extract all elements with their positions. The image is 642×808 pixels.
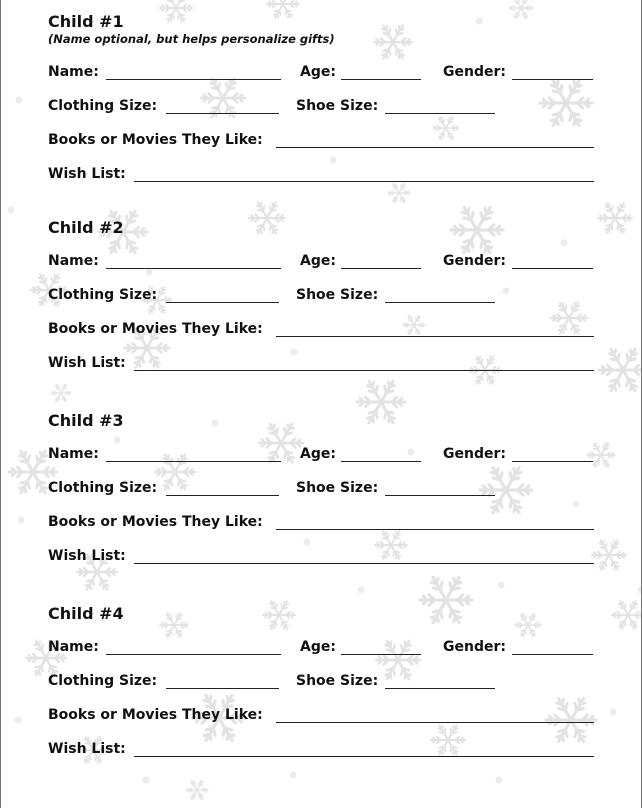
name-label: Name: <box>48 253 99 269</box>
wish-list-input-line[interactable] <box>134 370 594 371</box>
snowflake-icon <box>420 577 472 622</box>
wish-list-input-line[interactable] <box>134 563 594 564</box>
snow-dot <box>114 437 121 444</box>
shoe-size-label: Shoe Size: <box>296 480 379 496</box>
clothing-size-field[interactable] <box>48 96 280 116</box>
wish-list-row <box>48 546 596 566</box>
books-movies-field[interactable] <box>48 319 596 339</box>
snow-dot <box>304 539 311 546</box>
clothing-size-label: Clothing Size: <box>48 480 158 496</box>
wish-list-label: Wish List: <box>48 741 126 757</box>
clothing-size-label: Clothing Size: <box>48 673 158 689</box>
snow-dot <box>561 240 568 247</box>
clothing-size-field[interactable] <box>48 285 280 305</box>
name-input-line[interactable] <box>106 461 281 462</box>
snow-dot <box>498 582 505 589</box>
age-field[interactable] <box>300 251 422 271</box>
age-input-line[interactable] <box>341 654 421 655</box>
shoe-size-input-line[interactable] <box>385 302 495 303</box>
child-title: Child #2 <box>48 218 124 237</box>
clothing-size-label: Clothing Size: <box>48 98 158 114</box>
snowflake-icon <box>357 381 405 423</box>
snow-dot <box>638 587 642 594</box>
name-field[interactable] <box>48 444 284 464</box>
wish-list-field[interactable] <box>48 164 596 184</box>
wish-list-input-line[interactable] <box>134 181 594 182</box>
gender-label: Gender: <box>443 253 506 269</box>
name-age-gender-row <box>48 251 596 271</box>
clothing-size-input-line[interactable] <box>166 113 279 114</box>
wish-list-field[interactable] <box>48 353 596 373</box>
books-movies-row <box>48 512 596 532</box>
snowflake-icon <box>249 202 285 233</box>
snow-dot <box>330 157 337 164</box>
child-subtitle: (Name optional, but helps personalize gifts) <box>48 32 335 46</box>
snowflake-icon <box>451 207 503 252</box>
clothing-size-label: Clothing Size: <box>48 287 158 303</box>
gender-label: Gender: <box>443 64 506 80</box>
snowflake-icon <box>263 601 295 629</box>
clothing-size-input-line[interactable] <box>166 495 279 496</box>
snowflake-icon <box>374 26 412 59</box>
clothing-shoe-row <box>48 96 596 116</box>
snowflake-icon <box>160 0 192 22</box>
gender-label: Gender: <box>443 639 506 655</box>
wish-list-field[interactable] <box>48 739 596 759</box>
snow-dot <box>476 18 483 25</box>
shoe-size-field[interactable] <box>296 96 496 116</box>
snowflake-icon <box>592 540 626 569</box>
age-label: Age: <box>300 639 336 655</box>
gender-label: Gender: <box>443 446 506 462</box>
books-movies-row <box>48 319 596 339</box>
child-title: Child #4 <box>48 604 124 623</box>
snowflake-icon <box>598 203 632 232</box>
wish-list-row <box>48 164 596 184</box>
name-field[interactable] <box>48 637 284 657</box>
shoe-size-input-line[interactable] <box>385 688 495 689</box>
name-field[interactable] <box>48 251 284 271</box>
wish-list-label: Wish List: <box>48 548 126 564</box>
age-input-line[interactable] <box>341 461 421 462</box>
clothing-shoe-row <box>48 671 596 691</box>
name-age-gender-row <box>48 637 596 657</box>
shoe-size-label: Shoe Size: <box>296 98 379 114</box>
snow-dot <box>358 587 365 594</box>
name-input-line[interactable] <box>106 268 281 269</box>
clothing-size-field[interactable] <box>48 671 280 691</box>
clothing-size-field[interactable] <box>48 478 280 498</box>
shoe-size-field[interactable] <box>296 478 496 498</box>
snow-dot <box>290 772 297 779</box>
gender-input-line[interactable] <box>512 268 593 269</box>
name-label: Name: <box>48 639 99 655</box>
name-input-line[interactable] <box>106 79 281 80</box>
books-movies-input-line[interactable] <box>276 147 594 148</box>
books-movies-label: Books or Movies They Like: <box>48 132 263 148</box>
name-age-gender-row <box>48 444 596 464</box>
gender-field[interactable] <box>443 637 596 657</box>
shoe-size-field[interactable] <box>296 285 496 305</box>
gender-input-line[interactable] <box>512 461 593 462</box>
age-label: Age: <box>300 446 336 462</box>
snow-dot <box>143 777 150 784</box>
wish-list-input-line[interactable] <box>134 756 594 757</box>
wish-list-label: Wish List: <box>48 166 126 182</box>
wish-list-row <box>48 739 596 759</box>
shoe-size-label: Shoe Size: <box>296 673 379 689</box>
snowflake-icon <box>509 0 533 18</box>
clothing-shoe-row <box>48 285 596 305</box>
snowflake-icon <box>267 0 299 18</box>
snowflake-icon <box>599 349 642 391</box>
name-input-line[interactable] <box>106 654 281 655</box>
snowflake-icon <box>160 613 188 637</box>
books-movies-label: Books or Movies They Like: <box>48 514 263 530</box>
snowflake-icon <box>388 183 410 202</box>
books-movies-field[interactable] <box>48 130 596 150</box>
age-field[interactable] <box>300 444 422 464</box>
name-age-gender-row <box>48 62 596 82</box>
snow-dot <box>496 777 503 784</box>
child-title: Child #1 <box>48 12 124 31</box>
age-label: Age: <box>300 253 336 269</box>
shoe-size-input-line[interactable] <box>385 495 495 496</box>
snow-dot <box>8 207 15 214</box>
name-label: Name: <box>48 64 99 80</box>
age-field[interactable] <box>300 62 422 82</box>
shoe-size-field[interactable] <box>296 671 496 691</box>
snowflake-icon <box>515 614 541 637</box>
shoe-size-input-line[interactable] <box>385 113 495 114</box>
age-label: Age: <box>300 64 336 80</box>
shoe-size-label: Shoe Size: <box>296 287 379 303</box>
books-movies-label: Books or Movies They Like: <box>48 707 263 723</box>
age-input-line[interactable] <box>341 268 421 269</box>
books-movies-row <box>48 130 596 150</box>
books-movies-input-line[interactable] <box>276 529 594 530</box>
name-field[interactable] <box>48 62 284 82</box>
books-movies-input-line[interactable] <box>276 722 594 723</box>
clothing-shoe-row <box>48 478 596 498</box>
gender-input-line[interactable] <box>512 654 593 655</box>
books-movies-label: Books or Movies They Like: <box>48 321 263 337</box>
gender-input-line[interactable] <box>512 79 593 80</box>
clothing-size-input-line[interactable] <box>166 688 279 689</box>
snow-dot <box>15 717 22 724</box>
wish-list-field[interactable] <box>48 546 596 566</box>
age-input-line[interactable] <box>341 79 421 80</box>
snow-dot <box>212 420 219 427</box>
wish-list-label: Wish List: <box>48 355 126 371</box>
gender-field[interactable] <box>443 251 596 271</box>
age-field[interactable] <box>300 637 422 657</box>
gender-field[interactable] <box>443 62 596 82</box>
child-title: Child #3 <box>48 411 124 430</box>
snow-dot <box>610 709 617 716</box>
name-label: Name: <box>48 446 99 462</box>
snow-dot <box>573 501 580 508</box>
books-movies-input-line[interactable] <box>276 336 594 337</box>
snow-dot <box>16 97 23 104</box>
books-movies-row <box>48 705 596 725</box>
books-movies-field[interactable] <box>48 705 596 725</box>
books-movies-field[interactable] <box>48 512 596 532</box>
snowflake-icon <box>612 601 642 629</box>
clothing-size-input-line[interactable] <box>166 302 279 303</box>
snowflake-icon <box>51 384 71 401</box>
gender-field[interactable] <box>443 444 596 464</box>
snowflake-icon <box>186 780 208 799</box>
wish-list-row <box>48 353 596 373</box>
snow-dot <box>18 517 25 524</box>
